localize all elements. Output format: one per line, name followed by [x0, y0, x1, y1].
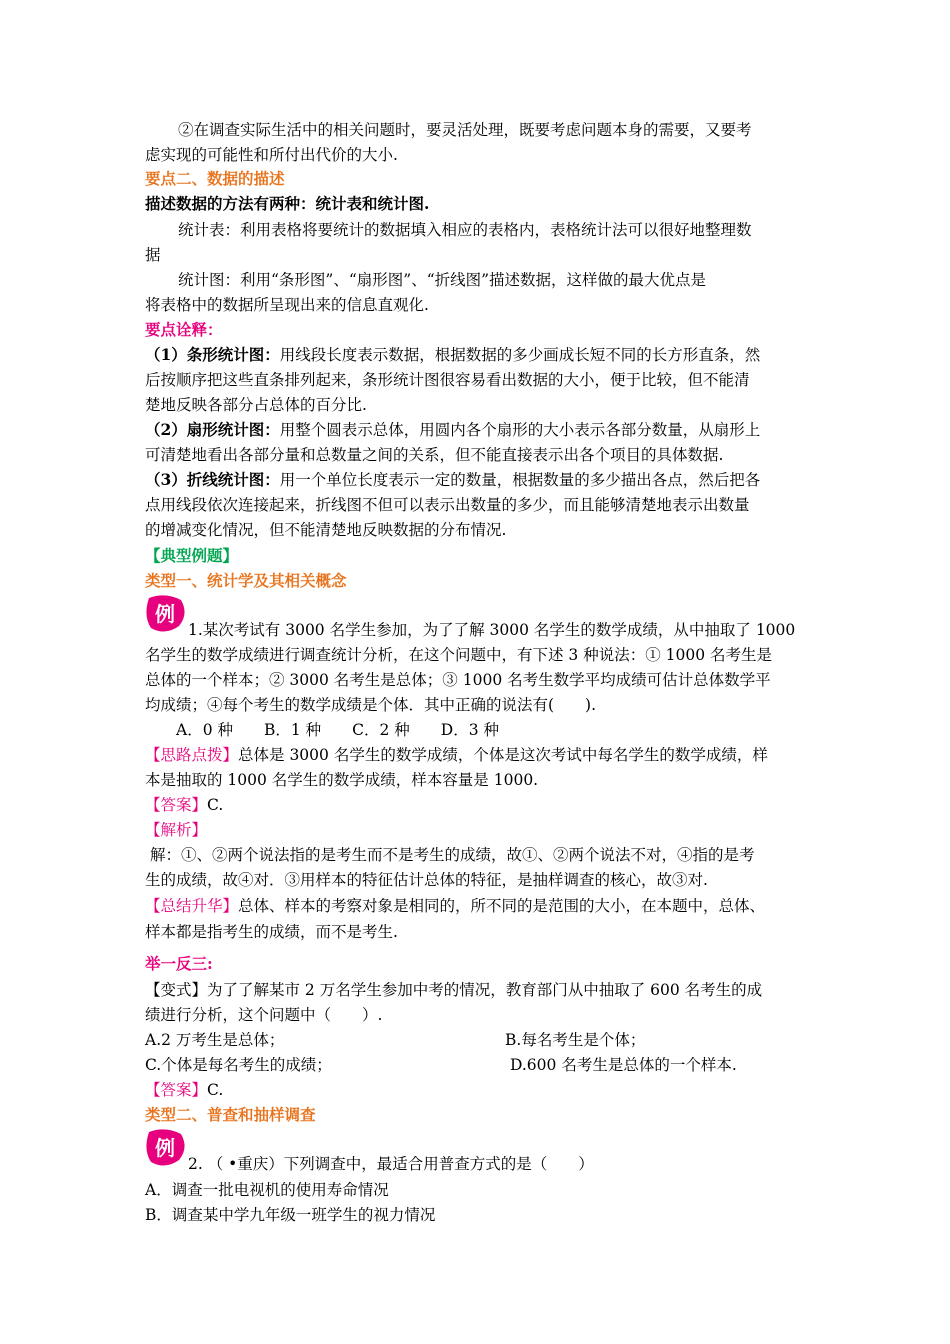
- examples-heading: 【典型例题】: [145, 546, 239, 565]
- practice-heading: 举一反三:: [145, 954, 213, 973]
- text-line: 点用线段依次连接起来，折线图不但可以表示出数量的多少，而且能够清楚地表示出数量: [145, 496, 750, 514]
- text-line: 虑实现的可能性和所付出代价的大小.: [145, 146, 398, 164]
- question-1-line: 1.某次考试有 3000 名学生参加，为了了解 3000 名学生的数学成绩，从中抽取了 1000: [188, 621, 796, 639]
- example-badge-icon: [143, 1128, 187, 1168]
- point-1-label: （1）条形统计图：: [145, 345, 280, 364]
- answer-label: 【答案】: [145, 796, 208, 814]
- option-b: B.每名考生是个体；: [505, 1031, 646, 1049]
- question-2-option-b: B．调查某中学九年级一班学生的视力情况: [145, 1206, 436, 1224]
- point-2: （2）扇形统计图：用整个圆表示总体，用圆内各个扇形的大小表示各部分数量，从扇形上: [145, 420, 761, 439]
- question-2-line: 2. （ •重庆）下列调查中，最适合用普查方式的是（ ）: [188, 1155, 594, 1173]
- text-line-bold: 描述数据的方法有两种：统计表和统计图.: [145, 194, 430, 213]
- text-line: 总体的一个样本；② 3000 名考生是总体；③ 1000 名考生数学平均成绩可估计总体数学平: [145, 671, 771, 689]
- option-c: C.个体是每名考生的成绩；: [145, 1056, 332, 1074]
- text-line: 可清楚地看出各部分量和总数量之间的关系，但不能直接表示出各个项目的具体数据.: [145, 446, 724, 464]
- text-line: 的增减变化情况，但不能清楚地反映数据的分布情况.: [145, 521, 507, 539]
- type-1-heading: 类型一、统计学及其相关概念: [145, 571, 347, 590]
- type-2-heading: 类型二、普查和抽样调查: [145, 1105, 316, 1124]
- text-line: 绩进行分析，这个问题中（ ）.: [145, 1006, 383, 1024]
- text-line: 将表格中的数据所呈现出来的信息直观化.: [145, 296, 429, 314]
- example-badge-icon: [143, 594, 187, 634]
- answer-2: 【答案】C.: [145, 1081, 224, 1099]
- text-line: 解：①、②两个说法指的是考生而不是考生的成绩，故①、②两个说法不对，④指的是考: [150, 846, 755, 864]
- summary-label: 【总结升华】: [145, 897, 239, 915]
- text-line: 生的成绩，故④对．③用样本的特征估计总体的特征，是抽样调查的核心，故③对.: [145, 871, 708, 889]
- section-heading: 要点二、数据的描述: [145, 169, 285, 188]
- point-3-label: （3）折线统计图：: [145, 470, 280, 489]
- option-d: D.600 名考生是总体的一个样本.: [510, 1056, 737, 1074]
- point-3: （3）折线统计图：用一个单位长度表示一定的数量，根据数量的多少描出各点，然后把各: [145, 470, 761, 489]
- text-line: 楚地反映各部分占总体的百分比.: [145, 396, 367, 414]
- text-line: 后按顺序把这些直条排列起来，条形统计图很容易看出数据的大小，便于比较，但不能清: [145, 371, 750, 389]
- hint: 【思路点拨】总体是 3000 名学生的数学成绩，个体是这次考试中每名学生的数学成绩，样: [145, 746, 768, 764]
- example-badge-label: 例: [155, 1136, 175, 1160]
- summary: 【总结升华】总体、样本的考察对象是相同的，所不同的是范围的大小，在本题中，总体、: [145, 897, 766, 915]
- analysis-label: 【解析】: [145, 821, 208, 839]
- point-2-label: （2）扇形统计图：: [145, 420, 280, 439]
- example-badge-label: 例: [155, 602, 175, 626]
- text-line: 均成绩；④每个考生的数学成绩是个体．其中正确的说法有( ).: [145, 696, 597, 714]
- text-line: 统计图：利用“条形图”、“扇形图”、“折线图”描述数据，这样做的最大优点是: [178, 271, 707, 289]
- key-points-heading: 要点诠释：: [145, 320, 223, 339]
- text-line: 统计表：利用表格将要统计的数据填入相应的表格内，表格统计法可以很好地整理数: [178, 221, 752, 239]
- answer-label: 【答案】: [145, 1081, 208, 1099]
- hint-label: 【思路点拨】: [145, 746, 239, 764]
- text-line: 样本都是指考生的成绩，而不是考生.: [145, 923, 398, 941]
- text-line: 名学生的数学成绩进行调查统计分析，在这个问题中，有下述 3 种说法：① 1000 名考生是: [145, 646, 773, 664]
- answer-1: 【答案】C.: [145, 796, 224, 814]
- text-line: ②在调查实际生活中的相关问题时，要灵活处理，既要考虑问题本身的需要，又要考: [178, 121, 752, 139]
- option-a: A.2 万考生是总体；: [145, 1031, 285, 1049]
- question-1-options: A．0 种 B．1 种 C．2 种 D．3 种: [176, 721, 500, 739]
- variant-line: 【变式】为了了解某市 2 万名学生参加中考的情况，教育部门从中抽取了 600 名考生的成: [145, 981, 763, 999]
- text-line: 本是抽取的 1000 名学生的数学成绩，样本容量是 1000.: [145, 771, 539, 789]
- point-1: （1）条形统计图：用线段长度表示数据，根据数据的多少画成长短不同的长方形直条，然: [145, 345, 761, 364]
- question-2-option-a: A．调查一批电视机的使用寿命情况: [145, 1181, 389, 1199]
- text-line: 据: [145, 246, 161, 264]
